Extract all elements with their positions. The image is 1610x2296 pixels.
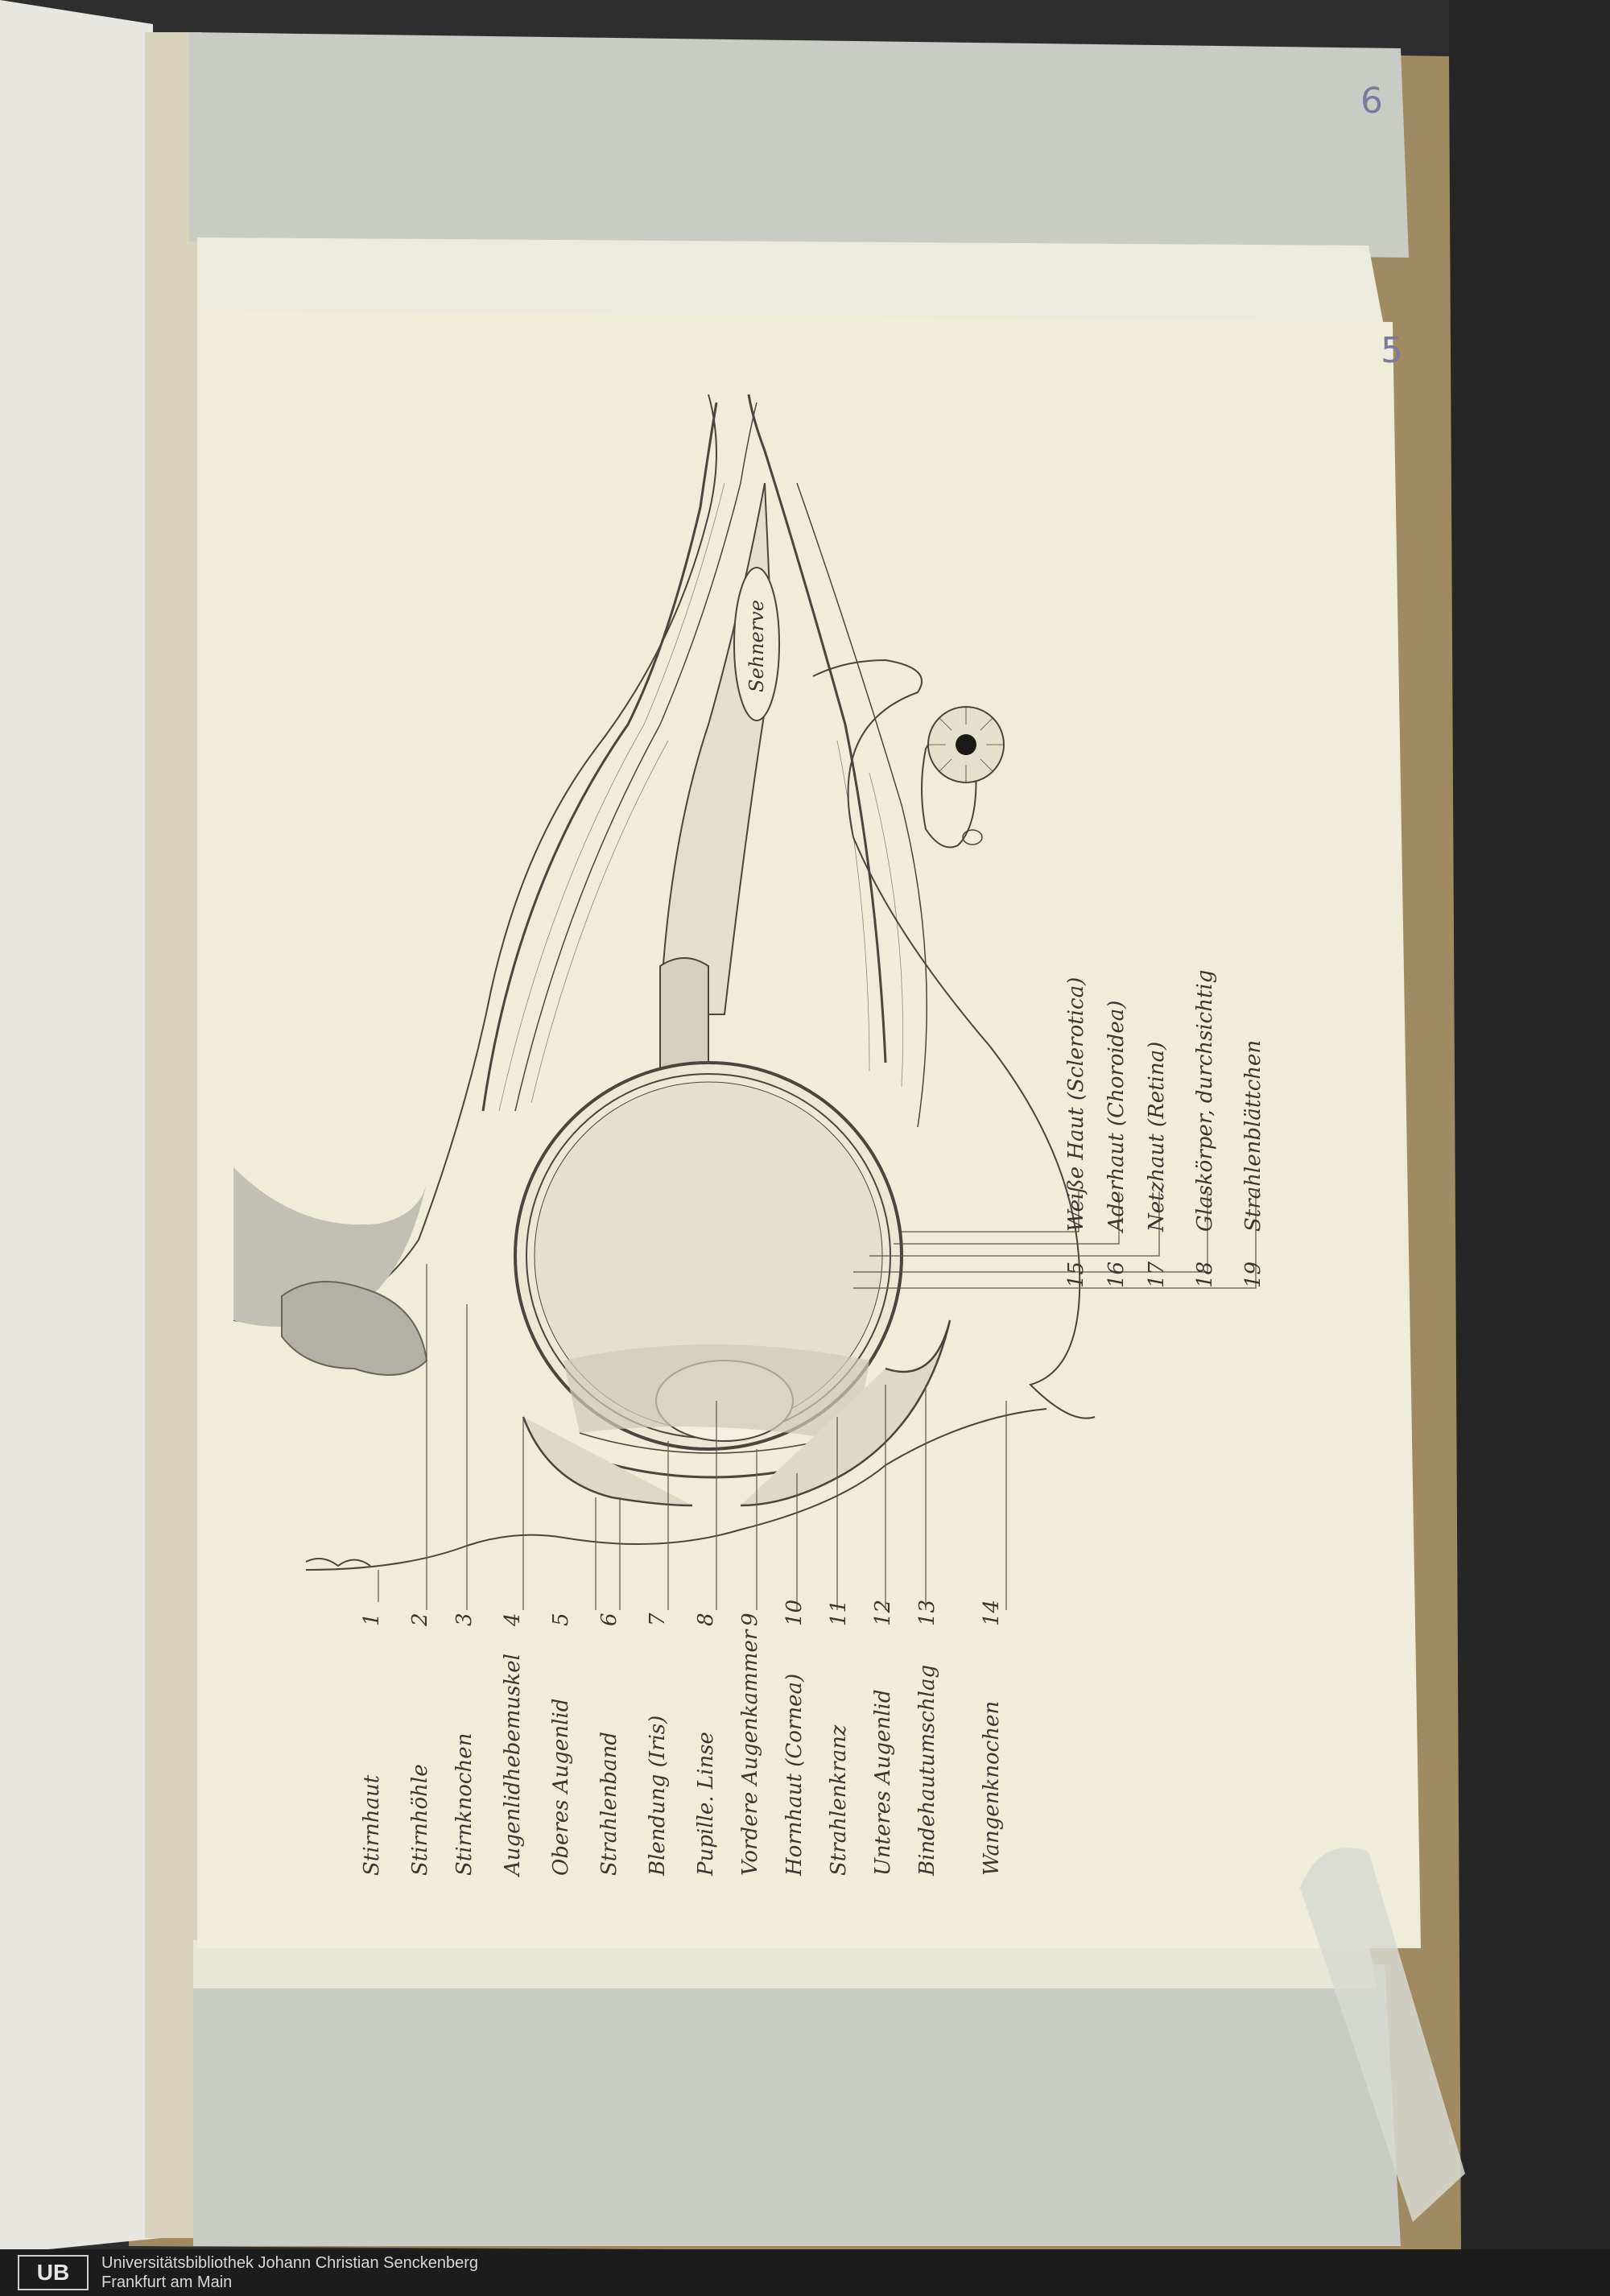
left-label-9: Vordere Augenkammer (738, 1629, 762, 1876)
footer-city: Frankfurt am Main (101, 2273, 233, 2291)
left-number-1: 1 (360, 1613, 384, 1626)
footer-institution: Universitätsbibliothek Johann Christian Senckenberg (101, 2254, 479, 2272)
left-number-4: 4 (501, 1613, 525, 1626)
left-number-8: 8 (694, 1613, 718, 1626)
right-label-15: Weiße Haut (Sclerotica) (1064, 977, 1088, 1232)
left-number-12: 12 (871, 1599, 895, 1626)
left-number-11: 11 (827, 1599, 851, 1626)
right-number-15: 15 (1064, 1261, 1088, 1288)
left-label-2: Stirnhöhle (408, 1764, 432, 1876)
left-label-13: Bindehautumschlag (915, 1664, 939, 1876)
nerve-label: Sehnerve (745, 600, 768, 692)
left-label-4: Augenlidhebemuskel (501, 1654, 525, 1876)
left-label-12: Unteres Augenlid (871, 1689, 895, 1876)
left-label-1: Stirnhaut (360, 1774, 384, 1876)
ub-logo: UB (18, 2255, 89, 2290)
left-number-9: 9 (738, 1613, 762, 1626)
left-number-3: 3 (452, 1613, 477, 1626)
right-label-18: Glaskörper, durchsichtig (1193, 969, 1217, 1232)
left-label-8: Pupille. Linse (694, 1732, 718, 1876)
left-number-14: 14 (980, 1599, 1004, 1626)
right-label-16: Aderhaut (Choroidea) (1104, 1000, 1129, 1232)
right-number-18: 18 (1193, 1261, 1217, 1288)
left-label-14: Wangenknochen (980, 1700, 1004, 1876)
left-number-13: 13 (915, 1599, 939, 1626)
library-footer (0, 2249, 1610, 2296)
left-number-2: 2 (408, 1613, 432, 1626)
left-number-5: 5 (549, 1613, 573, 1626)
left-label-7: Blendung (Iris) (646, 1715, 670, 1876)
right-number-17: 17 (1145, 1261, 1169, 1288)
left-label-6: Strahlenband (597, 1732, 621, 1876)
right-label-19: Strahlenblättchen (1241, 1039, 1265, 1232)
left-label-5: Oberes Augenlid (549, 1698, 573, 1876)
left-page (0, 0, 161, 2254)
left-label-11: Strahlenkranz (827, 1724, 851, 1876)
left-label-3: Stirnknochen (452, 1732, 477, 1876)
page-number-lower: 5 (1381, 330, 1403, 371)
right-label-17: Netzhaut (Retina) (1145, 1041, 1169, 1232)
left-number-6: 6 (597, 1613, 621, 1626)
footer-text (101, 2253, 478, 2292)
right-number-16: 16 (1104, 1261, 1129, 1288)
left-number-10: 10 (782, 1599, 807, 1626)
left-number-7: 7 (646, 1613, 670, 1626)
right-number-19: 19 (1241, 1261, 1265, 1288)
page-number-upper: 6 (1360, 81, 1383, 122)
left-label-10: Hornhaut (Cornea) (782, 1673, 807, 1876)
